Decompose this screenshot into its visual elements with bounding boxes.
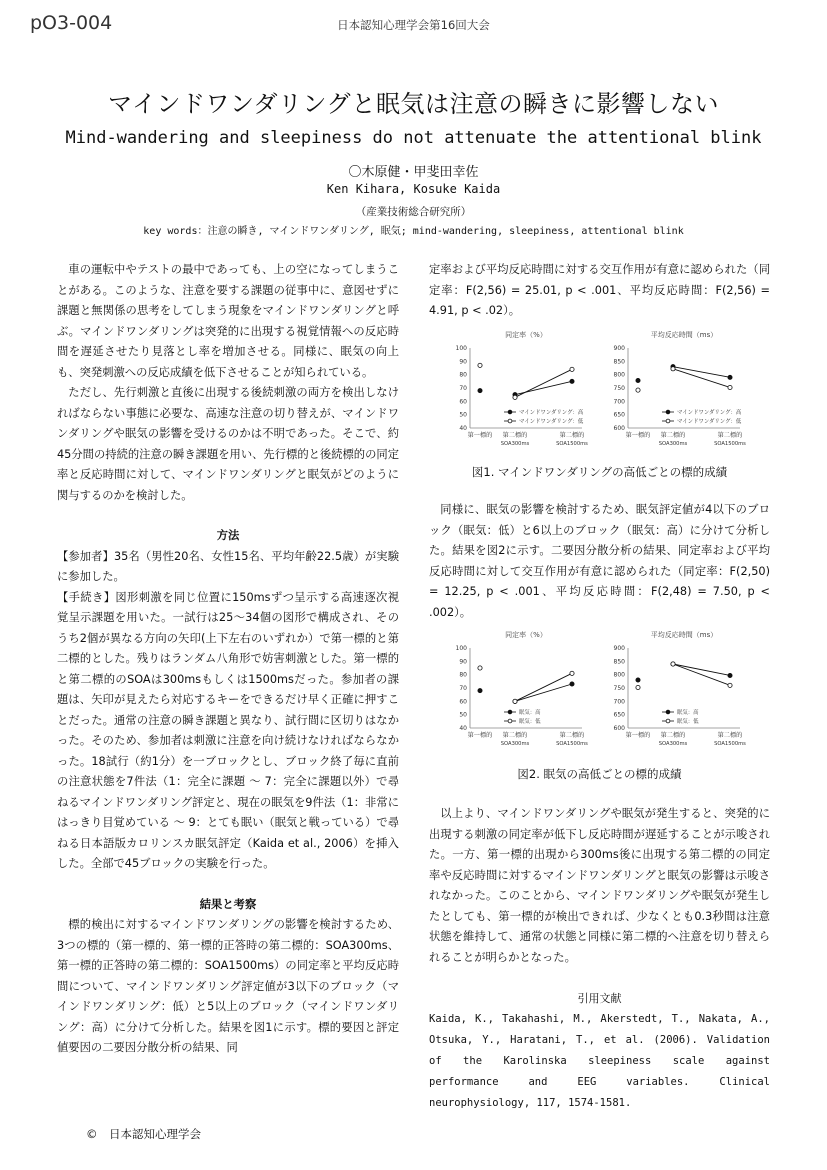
legend-label: 眠気：低	[677, 719, 699, 725]
figure-1-charts	[452, 328, 762, 458]
results-paragraph-1-continued: 定率および平均反応時間に対する交互作用が有意に認められた（同定率：F(2,56) = 25.01, p < .001、平均反応時間：F(2,56) = 4.91, p < .02）。	[429, 263, 770, 317]
chart-title: 同定率（%）	[505, 331, 547, 339]
legend-label: マインドワンダリング：低	[519, 419, 584, 425]
x-tick-label: 第二標的	[502, 732, 528, 739]
x-tick-label: 第二標的	[717, 732, 743, 739]
references	[429, 988, 770, 1114]
y-tick-label: 100	[455, 345, 467, 352]
data-point	[671, 662, 675, 666]
results-paragraph-1: 標的検出に対するマインドワンダリングの影響を検討するため、3つの標的（第一標的、第一標的正答時の第二標的：SOA300ms、第一標的正答時の第二標的：SOA1500ms）の同定率と平均反応時間について、マインドワンダリング評定値が3以下のブロック（マインドワンダリング：低）と5以上のブロック（マインドワンダリング：高）に分けて分析した。結果を図1に示す。標的要因と評定値要因の二要因分散分析の結果、同	[57, 918, 399, 1054]
series-line	[515, 684, 572, 701]
chart-title: 平均反応時間（ms）	[650, 331, 718, 339]
data-point	[478, 666, 482, 670]
results-heading: 結果と考察	[199, 897, 257, 911]
affiliation: （産業技術総合研究所）	[355, 206, 472, 218]
legend-marker	[508, 410, 512, 414]
y-tick-label: 80	[459, 671, 467, 679]
conclusion-paragraph: 以上より、マインドワンダリングや眠気が発生すると、突発的に出現する刺激の同定率が低下し反応時間が遅延することが示唆された。一方、第一標的出現から300ms後に出現する第二標的の同定率や反応時間に対するマインドワンダリングと眠気の影響は示唆されなかった。このことから、マインドワンダリングや眠気が発生したとしても、第一標的が検出できれば、少なくとも0.3秒間は注意状態を維持して、通常の状態と同様に第二標的へ注意を切り替えられることが明らかとなった。	[429, 807, 770, 964]
intro-paragraph-1: 車の運転中やテストの最中であっても、上の空になってしまうことがある。このような、注意を要する課題の従事中に、意図せずに課題と無関係の思考をしてしまう現象をマインドワンダリングと呼ぶ。マインドワンダリングは突発的に出現する視覚情報への反応時間を遅延させたり見落とし率を増加させる。同様に、眠気の向上も、突発刺激への反応成績を低下させることが知られている。	[57, 263, 399, 379]
procedure-paragraph: 【手続き】図形刺激を同じ位置に150msずつ呈示する高速逐次視覚呈示課題を用いた。一試行は25～34個の図形で構成され、そのうち2個が異なる方向の矢印(上下左右のいずれか）で第一標的と第二標的とした。残りはランダム八角形で妨害刺激とした。第一標的と第二標的のSOAは300msもしくは1500msだった。参加者の課題は、矢印が見えたら対応するキーをできるだけ早く正確に押すことだった。通常の注意の瞬き課題と異なり、試行間に区切りはなかった。そのため、参加者は刺激に注意を向け続けなければならなかった。18試行（約1分）を一ブロックとし、ブロック終了毎に直前の注意状態を7件法（1：完全に課題 ～ 7：完全に課題以外）で尋ねるマインドワンダリング評定と、現在の眠気を9件法（1：非常にはっきり目覚めている ～ 9：とても眠い（眠気と戦っている）で尋ねる日本語版カロリンスカ眠気評定（Kaida et al., 2006）を挿入した。全部で45ブロックの実験を行った。	[57, 590, 399, 870]
page-title-japanese: マインドワンダリングと眠気は注意の瞬きに影響しない	[107, 90, 720, 118]
y-tick-label: 40	[459, 425, 467, 432]
legend-marker	[666, 719, 670, 723]
legend-label: 眠気：高	[677, 710, 699, 716]
chart-title: 同定率（%）	[505, 631, 547, 639]
data-point	[570, 379, 574, 383]
legend-marker	[666, 410, 670, 414]
x-tick-label: SOA300ms	[500, 441, 530, 447]
chart-panel-2	[614, 330, 747, 447]
x-tick-label: SOA300ms	[658, 741, 688, 747]
legend-label: マインドワンダリング：高	[519, 410, 584, 416]
y-tick-label: 60	[459, 698, 467, 706]
chart-title: 平均反応時間（ms）	[650, 631, 718, 639]
page-title-english: Mind-wandering and sleepiness do not attenuate the attentional blink	[65, 128, 762, 148]
legend-label: マインドワンダリング：高	[677, 410, 742, 416]
legend-label: マインドワンダリング：低	[677, 419, 742, 425]
method-heading: 方法	[216, 529, 240, 542]
x-tick-label: SOA1500ms	[556, 441, 588, 447]
data-point	[513, 395, 517, 399]
right-column-middle	[429, 500, 770, 623]
keywords: key words：注意の瞬き, マインドワンダリング, 眠気; mind-wandering, sleepiness, attentional blink	[143, 226, 684, 237]
x-tick-label: 第二標的	[502, 432, 528, 439]
y-tick-label: 60	[459, 398, 467, 406]
data-point	[478, 363, 482, 367]
y-tick-label: 90	[459, 658, 467, 666]
legend-marker	[666, 710, 670, 714]
data-point	[728, 683, 732, 687]
legend-marker	[508, 710, 512, 714]
figure-2	[452, 628, 762, 758]
y-tick-label: 650	[613, 411, 625, 419]
y-tick-label: 750	[613, 685, 625, 692]
chart-panel-1	[456, 330, 589, 447]
authors-japanese: 〇木原健・甲斐田幸佐	[348, 165, 479, 180]
data-point	[728, 673, 732, 677]
x-tick-label: SOA1500ms	[556, 741, 588, 747]
y-tick-label: 600	[613, 425, 625, 432]
y-tick-label: 900	[613, 345, 625, 352]
chart-panel-3	[456, 630, 589, 747]
x-tick-label: 第一標的	[625, 732, 651, 739]
legend-label: 眠気：低	[519, 719, 541, 725]
conference-name: 日本認知心理学会第16回大会	[337, 18, 490, 32]
left-column	[57, 260, 399, 1059]
data-point	[636, 685, 640, 689]
footer-copyright: © 日本認知心理学会	[86, 1127, 201, 1141]
series-line	[673, 664, 730, 685]
intro-paragraph-2: ただし、先行刺激と直後に出現する後続刺激の両方を検出しなければならない事態に必要な、高速な注意の切り替えが、マインドワンダリングや眠気の影響を受けるのかは不明であった。そこで、約45分間の持続的注意の瞬き課題を用い、先行標的と後続標的の同定率と反応時間に対して、マインドワンダリングと眠気がどのように関与するのかを検討した。	[57, 386, 399, 502]
x-tick-label: SOA1500ms	[714, 741, 746, 747]
y-tick-label: 900	[613, 645, 625, 652]
x-tick-label: 第一標的	[467, 432, 493, 439]
data-point	[636, 388, 640, 392]
data-point	[570, 367, 574, 371]
figure-1	[452, 328, 762, 458]
y-tick-label: 700	[613, 698, 625, 706]
x-tick-label: SOA1500ms	[714, 441, 746, 447]
data-point	[513, 699, 517, 703]
y-tick-label: 700	[613, 398, 625, 406]
poster-id: pO3-004	[30, 12, 113, 34]
y-tick-label: 800	[613, 371, 625, 379]
y-tick-label: 80	[459, 371, 467, 379]
references-heading: 引用文献	[577, 992, 622, 1005]
y-tick-label: 750	[613, 385, 625, 392]
y-tick-label: 650	[613, 711, 625, 719]
figure-2-charts	[452, 628, 762, 758]
legend-marker	[666, 419, 670, 423]
y-tick-label: 800	[613, 671, 625, 679]
reference-entry: Kaida, K., Takahashi, M., Akerstedt, T., Nakata, A., Otsuka, Y., Haratani, T., et al. (2006). Validation of the Karolinska sleepiness scale against performance and EEG variables. Clinical neurophysiology, 117, 1574-1581.	[429, 1013, 770, 1109]
data-point	[478, 689, 482, 693]
legend-label: 眠気：高	[519, 710, 541, 716]
x-tick-label: SOA300ms	[658, 441, 688, 447]
y-tick-label: 50	[459, 711, 467, 719]
right-column-bottom	[429, 804, 770, 968]
series-line	[515, 673, 572, 701]
figure-2-caption: 図2. 眠気の高低ごとの標的成績	[517, 767, 682, 781]
data-point	[728, 385, 732, 389]
authors-english: Ken Kihara, Kosuke Kaida	[326, 182, 501, 196]
y-tick-label: 50	[459, 411, 467, 419]
data-point	[636, 678, 640, 682]
x-tick-label: 第一標的	[467, 732, 493, 739]
data-point	[671, 367, 675, 371]
y-tick-label: 90	[459, 358, 467, 366]
right-column-top	[429, 260, 770, 322]
x-tick-label: 第一標的	[625, 432, 651, 439]
figure-1-caption: 図1. マインドワンダリングの高低ごとの標的成績	[471, 465, 728, 479]
legend-marker	[508, 419, 512, 423]
x-tick-label: 第二標的	[717, 432, 743, 439]
legend-marker	[508, 719, 512, 723]
chart-panel-4	[614, 630, 747, 747]
y-tick-label: 70	[459, 385, 467, 392]
x-tick-label: SOA300ms	[500, 741, 530, 747]
y-tick-label: 600	[613, 725, 625, 732]
y-tick-label: 70	[459, 685, 467, 692]
y-tick-label: 100	[455, 645, 467, 652]
data-point	[478, 389, 482, 393]
series-line	[673, 664, 730, 675]
data-point	[570, 671, 574, 675]
x-tick-label: 第二標的	[660, 732, 686, 739]
data-point	[728, 375, 732, 379]
x-tick-label: 第二標的	[660, 432, 686, 439]
data-point	[570, 682, 574, 686]
y-tick-label: 850	[613, 358, 625, 366]
results-paragraph-2: 同様に、眠気の影響を検討するため、眠気評定値が4以下のブロック（眠気：低）と6以上のブロック（眠気：高）に分けて分析した。結果を図2に示す。二要因分散分析の結果、同定率および平均反応時間に対して交互作用が有意に認められた（同定率：F(2,50) = 12.25, p < .001、平均反応時間：F(2,48) = 7.50, p < .002）。	[429, 503, 770, 619]
x-tick-label: 第二標的	[559, 732, 585, 739]
x-tick-label: 第二標的	[559, 432, 585, 439]
data-point	[636, 378, 640, 382]
participants-paragraph: 【参加者】35名（男性20名、女性15名、平均年齢22.5歳）が実験に参加した。	[57, 549, 399, 583]
y-tick-label: 850	[613, 658, 625, 666]
y-tick-label: 40	[459, 725, 467, 732]
